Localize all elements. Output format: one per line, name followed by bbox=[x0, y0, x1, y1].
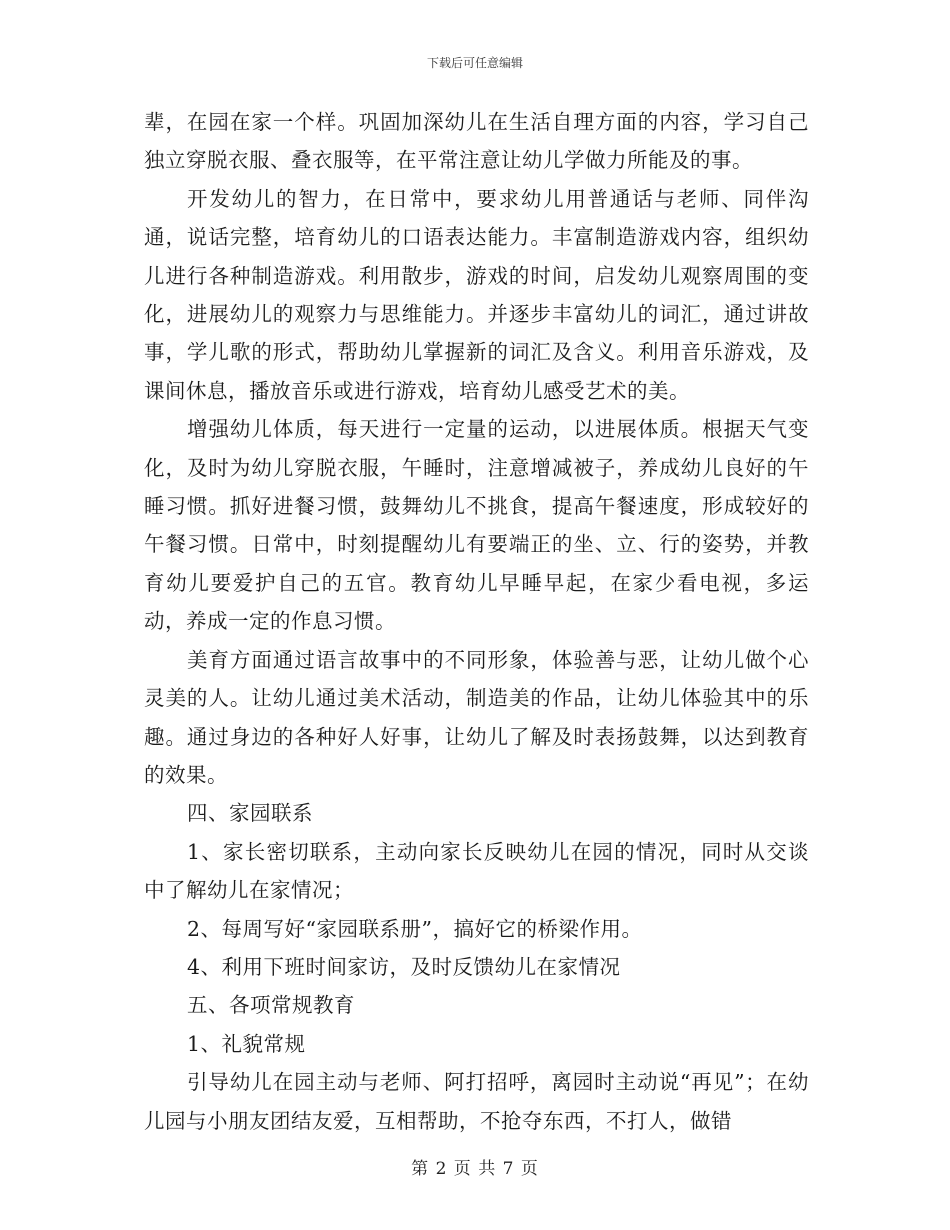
paragraph: 辈，在园在家一个样。巩固加深幼儿在生活自理方面的内容，学习自己独立穿脱衣服、叠衣服等，在平常注意让幼儿学做力所能及的事。 bbox=[144, 110, 809, 173]
page-number: 第 2 页 共 7 页 bbox=[411, 1159, 539, 1179]
paragraph: 开发幼儿的智力，在日常中，要求幼儿用普通话与老师、同伴沟通，说话完整，培育幼儿的口语表达能力。丰富制造游戏内容，组织幼儿进行各种制造游戏。利用散步，游戏的时间，启发幼儿观察周围的变化，进展幼儿的观察力与思维能力。并逐步丰富幼儿的词汇，通过讲故事，学儿歌的形式，帮助幼儿掌握新的词汇及含义。利用音乐游戏，及课间休息，播放音乐或进行游戏，培育幼儿感受艺术的美。 bbox=[144, 186, 809, 403]
list-item: 4、利用下班时间家访，及时反馈幼儿在家情况 bbox=[187, 954, 621, 979]
section-heading: 四、家园联系 bbox=[187, 801, 313, 826]
subsection-heading: 1、礼貌常规 bbox=[187, 1031, 306, 1056]
page-header: 下载后可任意编辑 bbox=[426, 56, 523, 70]
list-item: 2、每周写好“家园联系册”，搞好它的桥梁作用。 bbox=[187, 916, 643, 941]
paragraph: 增强幼儿体质，每天进行一定量的运动，以进展体质。根据天气变化，及时为幼儿穿脱衣服，午睡时，注意增减被子，养成幼儿良好的午睡习惯。抓好进餐习惯，鼓舞幼儿不挑食，提高午餐速度，形成较好的午餐习惯。日常中，时刻提醒幼儿有要端正的坐、立、行的姿势，并教育幼儿要爱护自己的五官。教育幼儿早睡早起，在家少看电视，多运动，养成一定的作息习惯。 bbox=[144, 417, 809, 634]
section-heading: 五、各项常规教育 bbox=[187, 993, 355, 1018]
paragraph: 引导幼儿在园主动与老师、阿打招呼，离园时主动说“再见”；在幼儿园与小朋友团结友爱，互相帮助，不抢夺东西，不打人，做错 bbox=[144, 1070, 809, 1133]
list-item: 1、家长密切联系，主动向家长反映幼儿在园的情况，同时从交谈中了解幼儿在家情况； bbox=[144, 839, 809, 903]
document-body bbox=[144, 103, 809, 1140]
paragraph: 美育方面通过语言故事中的不同形象，体验善与恶，让幼儿做个心灵美的人。让幼儿通过美术活动，制造美的作品，让幼儿体验其中的乐趣。通过身边的各种好人好事，让幼儿了解及时表扬鼓舞，以达到教育的效果。 bbox=[144, 647, 809, 787]
